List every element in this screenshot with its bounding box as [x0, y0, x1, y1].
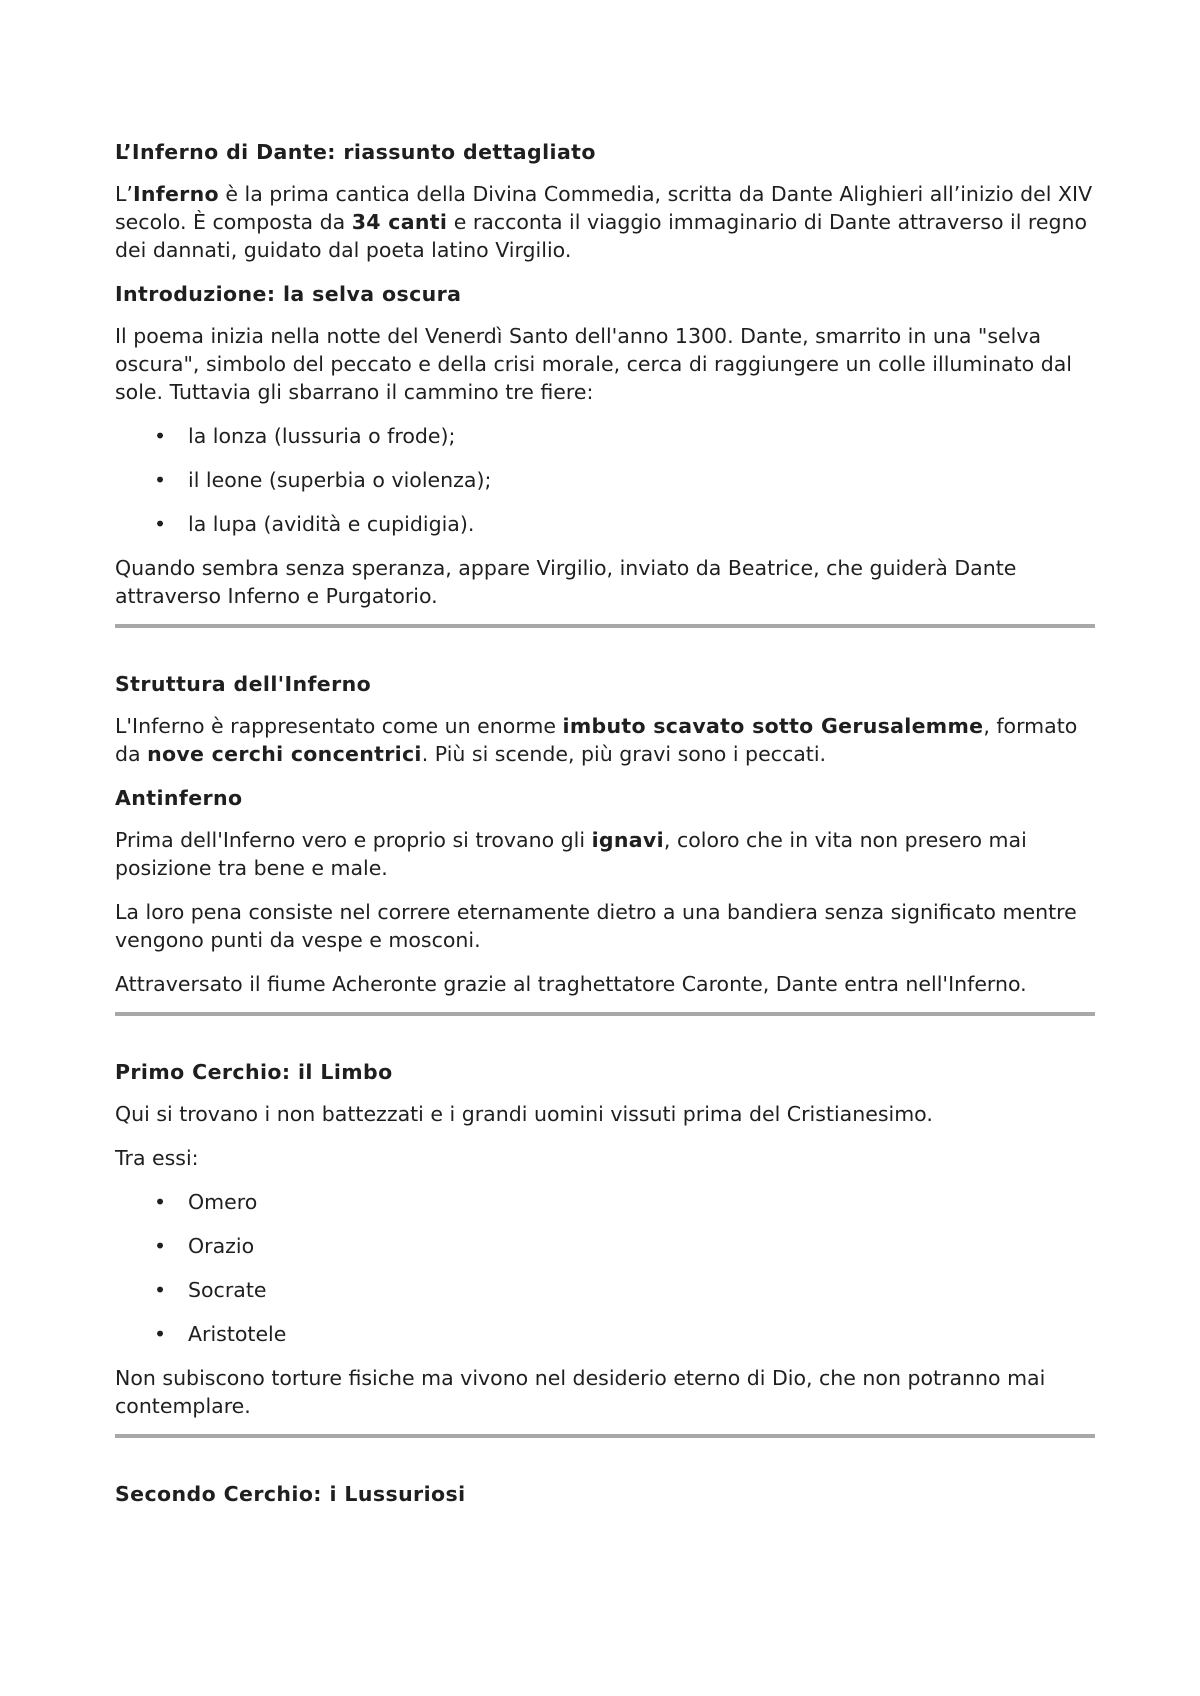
list-item: [115, 1276, 1095, 1304]
selva-paragraph-2: Quando sembra senza speranza, appare Virgilio, inviato da Beatrice, che guiderà Dante attraverso Inferno e Purgatorio.: [115, 556, 1017, 608]
bullet-icon: •: [154, 424, 167, 448]
list-item: [115, 510, 1095, 538]
bullet-icon: •: [154, 1278, 167, 1302]
section-divider: [115, 624, 1095, 628]
antinferno-text-1: Prima dell'Inferno vero e proprio si trovano gli: [115, 828, 592, 852]
list-item: [115, 1320, 1095, 1348]
struttura-text-2: , formato da: [115, 714, 1078, 766]
list-item-text: Omero: [188, 1190, 258, 1214]
selva-paragraph-1: Il poema inizia nella notte del Venerdì Santo dell'anno 1300. Dante, smarrito in una "selva oscura", simbolo del peccato e della crisi morale, cerca di raggiungere un colle illuminato dal sole. Tuttavia gli sbarrano il cammino tre fiere:: [115, 324, 1072, 404]
bullet-icon: •: [154, 1190, 167, 1214]
bullet-icon: •: [154, 1322, 167, 1346]
list-item: [115, 1188, 1095, 1216]
antinferno-paragraph-2: La loro pena consiste nel correre eternamente dietro a una bandiera senza significato mentre vengono punti da vespe e mosconi.: [115, 900, 1077, 952]
antinferno-text-2: , coloro che in vita non presero mai posizione tra bene e male.: [115, 828, 1027, 880]
antinferno-heading: Antinferno: [115, 786, 243, 810]
list-item-text: il leone (superbia o violenza);: [188, 468, 492, 492]
list-item-text: la lupa (avidità e cupidigia).: [188, 512, 475, 536]
intro-text-3: e racconta il viaggio immaginario di Dante attraverso il regno dei dannati, guidato dal poeta latino Virgilio.: [115, 210, 1088, 262]
list-item-text: Socrate: [188, 1278, 267, 1302]
struttura-heading: Struttura dell'Inferno: [115, 672, 372, 696]
struttura-bold-imbuto: imbuto scavato sotto Gerusalemme: [562, 714, 984, 738]
list-item-text: Aristotele: [188, 1322, 287, 1346]
intro-paragraph: [115, 180, 1095, 264]
antinferno-paragraph-3: Attraversato il fiume Acheronte grazie al traghettatore Caronte, Dante entra nell'Inferno.: [115, 972, 1027, 996]
struttura-bold-cerchi: nove cerchi concentrici: [147, 742, 422, 766]
limbo-paragraph-3: Non subiscono torture fisiche ma vivono nel desiderio eterno di Dio, che non potranno mai contemplare.: [115, 1366, 1046, 1418]
fiere-list: [115, 422, 1095, 538]
limbo-heading: Primo Cerchio: il Limbo: [115, 1060, 393, 1084]
document-page: [115, 138, 1095, 1522]
antinferno-paragraph-1: [115, 826, 1095, 882]
bullet-icon: •: [154, 1234, 167, 1258]
struttura-text-1: L'Inferno è rappresentato come un enorme: [115, 714, 563, 738]
section-divider: [115, 1434, 1095, 1438]
list-item: [115, 466, 1095, 494]
limbo-paragraph-1: Qui si trovano i non battezzati e i grandi uomini vissuti prima del Cristianesimo.: [115, 1102, 933, 1126]
list-item: [115, 422, 1095, 450]
section-divider: [115, 1012, 1095, 1016]
struttura-text-3: . Più si scende, più gravi sono i peccati.: [421, 742, 827, 766]
antinferno-bold-ignavi: ignavi: [591, 828, 664, 852]
intro-bold-inferno: Inferno: [132, 182, 219, 206]
selva-heading: Introduzione: la selva oscura: [115, 282, 462, 306]
lussuriosi-heading: Secondo Cerchio: i Lussuriosi: [115, 1482, 466, 1506]
document-title: L’Inferno di Dante: riassunto dettagliato: [115, 140, 596, 164]
list-item-text: Orazio: [188, 1234, 255, 1258]
bullet-icon: •: [154, 468, 167, 492]
intro-text-1: L’: [115, 182, 133, 206]
bullet-icon: •: [154, 512, 167, 536]
struttura-paragraph: [115, 712, 1095, 768]
intro-text-2: è la prima cantica della Divina Commedia, scritta da Dante Alighieri all’inizio del XIV secolo. È composta da: [115, 182, 1093, 234]
list-item: [115, 1232, 1095, 1260]
list-item-text: la lonza (lussuria o frode);: [188, 424, 456, 448]
limbo-list: [115, 1188, 1095, 1348]
intro-bold-canti: 34 canti: [351, 210, 448, 234]
limbo-paragraph-2: Tra essi:: [115, 1146, 199, 1170]
